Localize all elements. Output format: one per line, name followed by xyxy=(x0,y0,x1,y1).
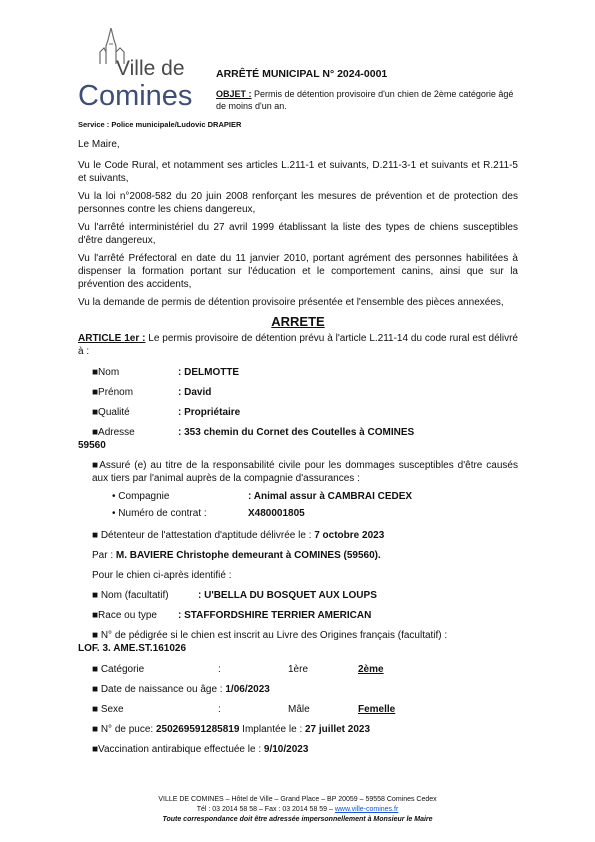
dog-lof-value: LOF. 3. AME.ST.161026 xyxy=(78,643,187,654)
maire-line: Le Maire, xyxy=(78,139,120,150)
dog-sexe: ■ Sexe : Mâle Femelle xyxy=(92,704,396,715)
assurance-intro: ■Assuré (e) au titre de la responsabilité civile pour les dommages susceptibles d'être causés aux tiers par l'animal auprès de la compagnie d'assurances : xyxy=(92,460,518,484)
article-1 xyxy=(78,332,518,358)
footer-notice: Toute correspondance doit être adressée impersonnellement à Monsieur le Maire xyxy=(162,816,433,823)
logo-comines-text: Comines xyxy=(78,80,193,112)
arrete-heading: ARRETE xyxy=(271,314,325,329)
website-link[interactable]: www.ville-comines.fr xyxy=(334,806,399,813)
article-1-label: ARTICLE 1er : xyxy=(78,333,146,344)
dog-vaccination: ■Vaccination antirabique effectuée le : 9/10/2023 xyxy=(92,744,309,755)
owner-cp: 59560 xyxy=(78,440,106,451)
footer-address: VILLE DE COMINES – Hôtel de Ville – Grand Place – BP 20059 – 59558 Comines Cedex xyxy=(158,796,437,803)
vu-loi-2008: Vu la loi n°2008-582 du 20 juin 2008 renforçant les mesures de prévention et de protection des personnes contre les chiens dangereux, xyxy=(78,191,518,215)
document-body xyxy=(78,138,518,763)
objet xyxy=(216,88,516,112)
dog-puce: ■ N° de puce: 250269591285819 Implantée le : 27 juillet 2023 xyxy=(92,724,371,735)
footer xyxy=(0,795,595,825)
objet-label: OBJET : xyxy=(216,89,252,99)
service-line: Service : Police municipale/Ludovic DRAPIER xyxy=(78,120,242,129)
logo xyxy=(78,58,192,112)
vu-arrete-1999: Vu l'arrêté interministériel du 27 avril 1999 établissant la liste des types de chiens susceptibles d'être dangereux, xyxy=(78,222,518,246)
dog-categorie: ■ Catégorie : 1ère 2ème xyxy=(92,664,384,675)
dog-lof: ■ N° de pédigrée si le chien est inscrit au Livre des Origines français (facultatif) : xyxy=(92,630,448,641)
page-title: ARRÊTÉ MUNICIPAL N° 2024-0001 xyxy=(216,68,388,80)
owner-qualite: ■Qualité : Propriétaire xyxy=(92,407,241,418)
vu-code-rural: Vu le Code Rural, et notamment ses articles L.211-1 et suivants, D.211-3-1 et suivants et R.211-5 et suivants, xyxy=(78,160,518,184)
attestation-par: Par : M. BAVIERE Christophe demeurant à COMINES (59560). xyxy=(92,550,381,561)
dog-naissance: ■ Date de naissance ou âge : 1/06/2023 xyxy=(92,684,270,695)
dog-race: ■Race ou type : STAFFORDSHIRE TERRIER AMERICAN xyxy=(92,610,372,621)
vu-arrete-prefectoral: Vu l'arrêté Préfectoral en date du 11 janvier 2010, portant agrément des personnes habilitées à dispenser la formation portant sur l'éducation et le comportement canins, ainsi que sur la prévention des accidents, xyxy=(78,253,518,290)
dog-intro: Pour le chien ci-après identifié : xyxy=(92,570,232,581)
objet-text: Permis de détention provisoire d'un chien de 2ème catégorie âgé de moins d'un an. xyxy=(216,89,514,111)
owner-adresse: ■Adresse : 353 chemin du Cornet des Coutelles à COMINES xyxy=(92,427,415,438)
logo-ville-text: Ville de xyxy=(116,57,185,80)
dog-nom: ■ Nom (facultatif) : U'BELLA DU BOSQUET AUX LOUPS xyxy=(92,590,377,601)
attestation: ■ Détenteur de l'attestation d'aptitude délivrée le : 7 octobre 2023 xyxy=(92,530,385,541)
vu-demande: Vu la demande de permis de détention provisoire présentée et l'ensemble des pièces annexées, xyxy=(78,297,504,308)
owner-prenom: ■Prénom : David xyxy=(92,387,212,398)
assurance-contrat: • Numéro de contrat : X480001805 xyxy=(112,508,305,519)
assurance-compagnie: • Compagnie : Animal assur à CAMBRAI CEDEX xyxy=(112,491,413,502)
footer-contact: Tél : 03 2014 58 58 – Fax : 03 2014 58 59 – www.ville-comines.fr xyxy=(196,806,399,813)
owner-nom: ■Nom : DELMOTTE xyxy=(92,367,240,378)
article-1-text: Le permis provisoire de détention prévu à l'article L.211-14 du code rural est délivré à : xyxy=(78,333,518,357)
